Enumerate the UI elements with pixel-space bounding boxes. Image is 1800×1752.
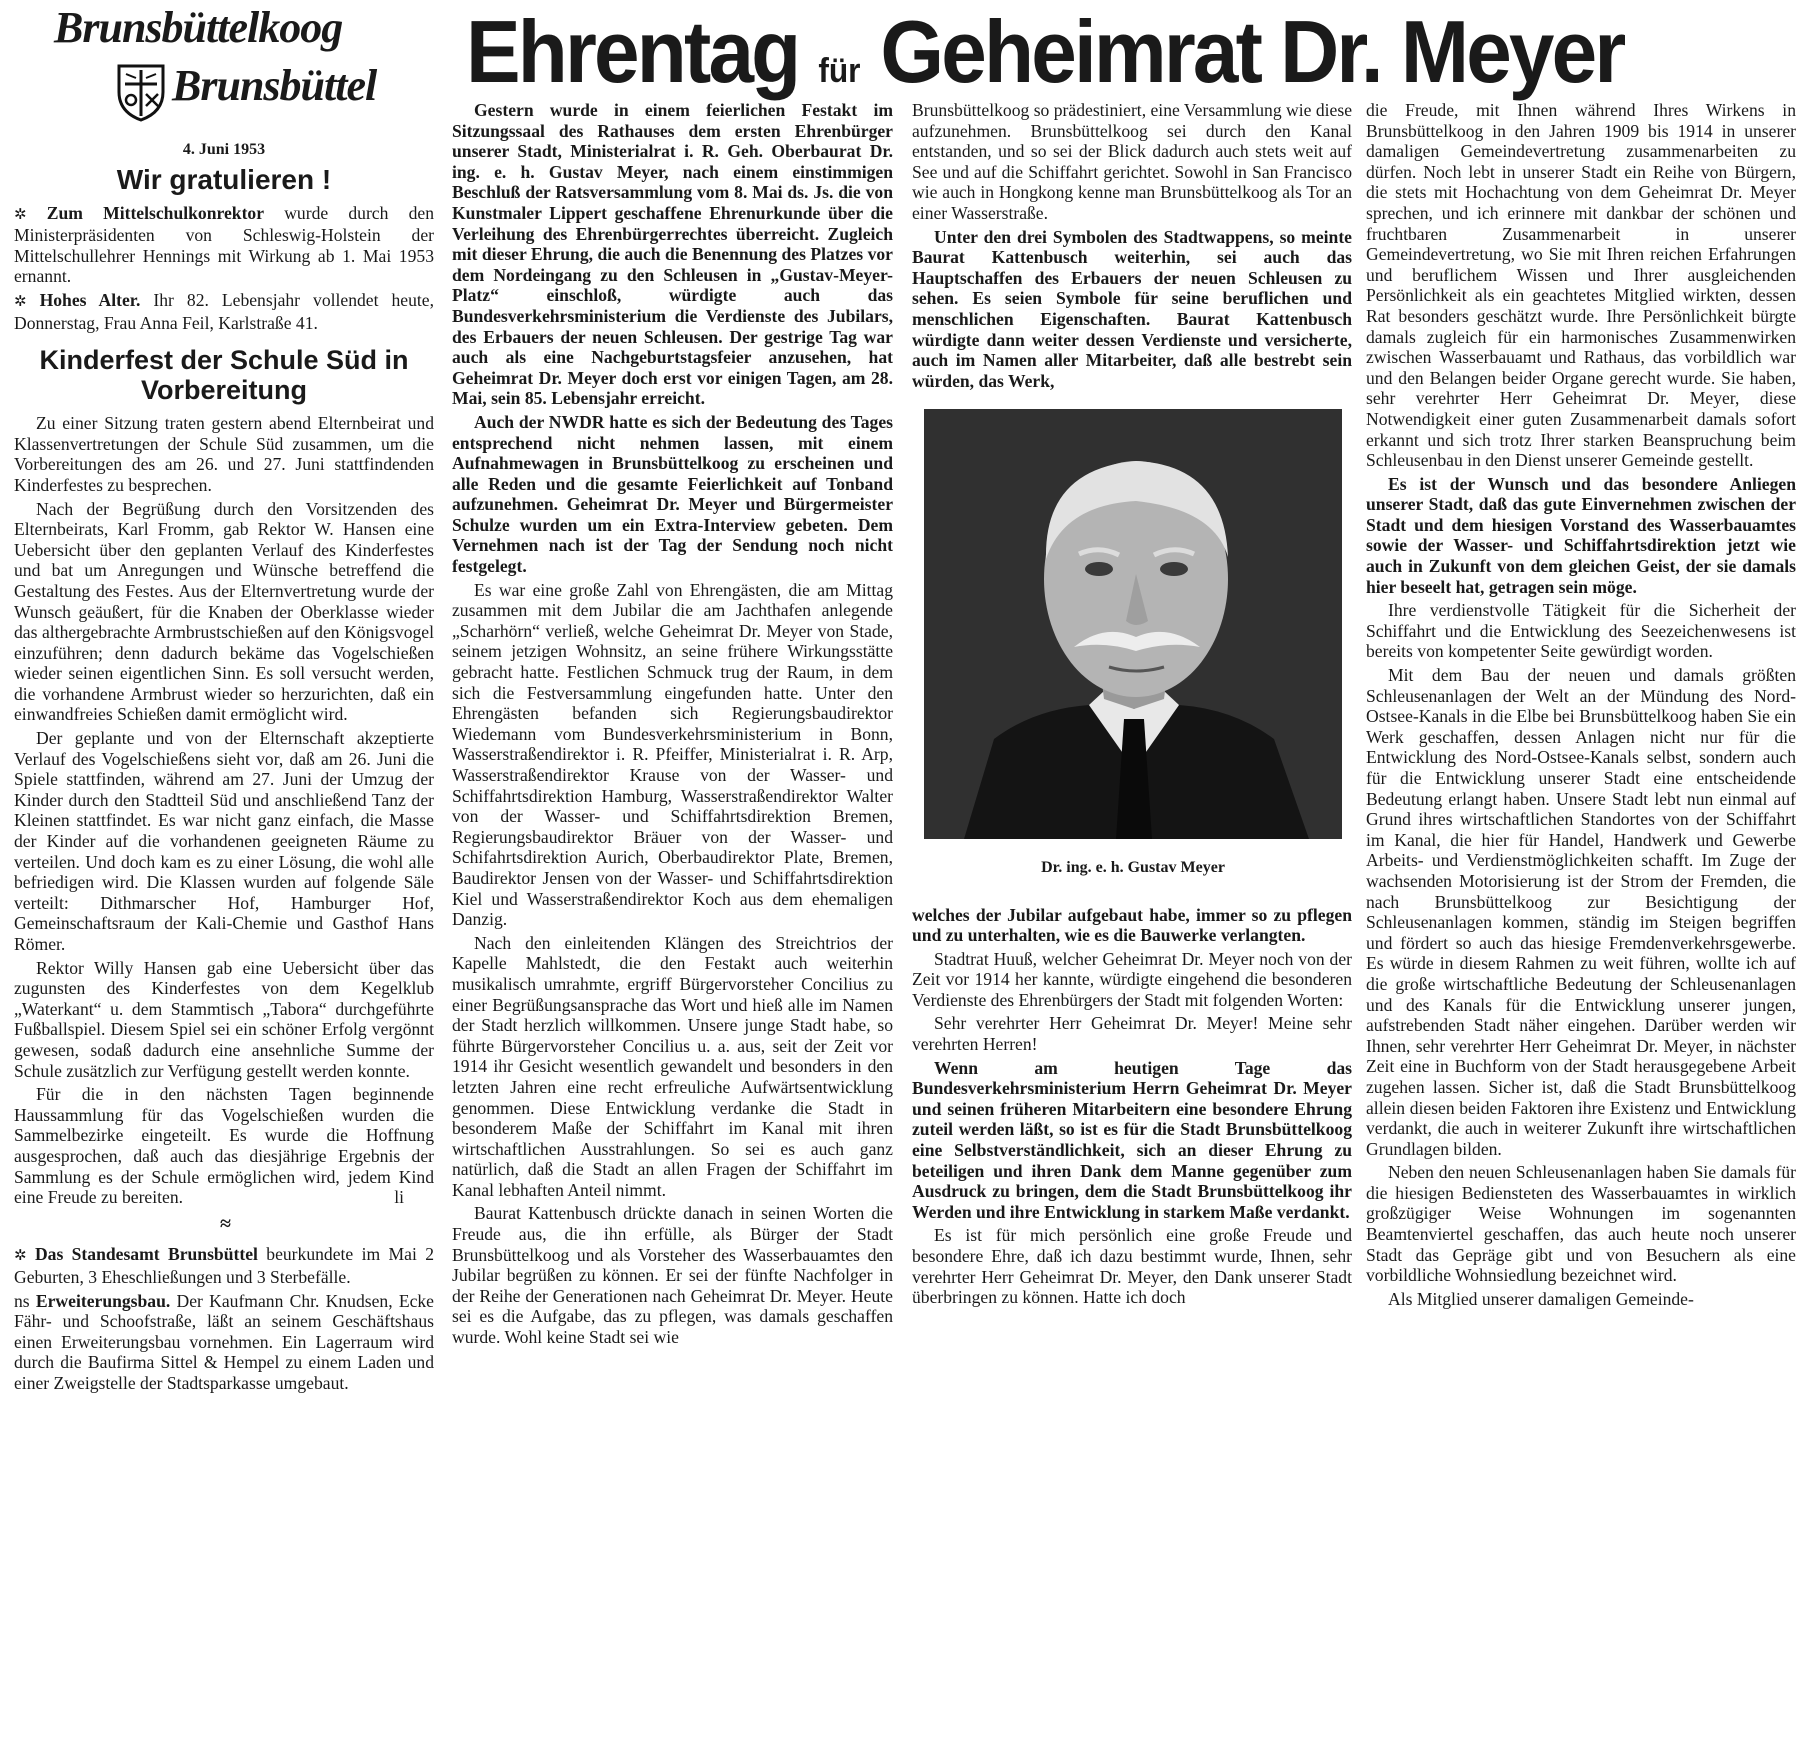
kinderfest-heading: Kinderfest der Schule Süd in Vorbereitung <box>39 345 409 406</box>
star-icon: ✲ <box>14 293 27 310</box>
masthead-line-2: Brunsbüttel <box>172 61 377 110</box>
masthead <box>54 3 398 130</box>
news-item-text: Der Kaufmann Chr. Knudsen, Ecke Fähr- und Schoofstraße, läßt an seinem Geschäftshaus einen Erweiterungsbau vornehmen. Ein Lagerraum wird durch die Baufirma Sittel & Hempel zu einem Laden und einer Zweigstelle der Stadtsparkasse umgebaut. <box>14 1290 434 1393</box>
paragraph: Zu einer Sitzung traten gestern abend Elternbeirat und Klassenvertretungen der Schule Süd zusammen, um die Vorbereitungen des am 26. und 27. Juni stattfindenden Kinderfestes zu besprechen. <box>14 413 434 495</box>
lead-paragraph: Gestern wurde in einem feierlichen Festakt im Sitzungssaal des Rathauses dem ersten Ehrenbürger unserer Stadt, Ministerialrat i. R. Geh. Oberbaurat Dr. ing. e. h. Gustav Meyer, nach einem einstimmigen Beschluß der Ratsversammlung vom 8. Mai ds. Js. die von Kunstmaler Lippert geschaffene Ehrenurkunde über die Verleihung des Ehrenbürgerrechtes überreicht. Zugleich mit dieser Ehrung, die auch die Benennung des Platzes vor dem Nordeingang zu den Schleusen in „Gustav-Meyer-Platz“ einschloß, würdigte auch das Bundesverkehrsministerium die Verdienste des Jubilars, des Erbauers der neuen Schleusen. Der gestrige Tag war auch als eine Nachgeburtstagsfeier anzusehen, hat Geheimrat Dr. Meyer doch erst vor einigen Tagen, am 28. Mai, sein 85. Lebensjahr erreicht. <box>452 100 893 409</box>
paragraph: Mit dem Bau der neuen und damals größten Schleusenanlagen der Welt an der Mündung des Nord-Ostsee-Kanals in die Elbe bei Brunsbüttelkoog haben Sie ein Werk geschaffen, dessen Anlagen nicht nur für die Entwicklung des Nord-Ostsee-Kanals selbst, sondern auch für die Entwicklung unserer Stadt eine entscheidende Bedeutung erlangt haben. Unsere Stadt lebt nun einmal auf Grund ihres wirtschaftlichen Standortes von der Schiffahrt im Kanal, die hier für Handel, Handwerk und Gewerbe Arbeits- und Verdienstmöglichkeiten schafft. Im Zuge der wachsenden Motorisierung ist der Strom der Fremden, die nach Brunsbüttelkoog zur Besichtigung der Schleusenanlagen kommen, ständig im Steigen begriffen und fördert so auch das hiesige Fremdenverkehrsgewerbe. Es würde in diesem Rahmen zu weit führen, wollte ich auf die große wirtschaftliche Bedeutung der Schleusenanlagen und des Kanals für die Entwicklung unserer jungen, aufstrebenden Stadt näher eingehen. Darüber werden wir Ihnen, sehr verehrter Herr Geheimrat Dr. Meyer, in nächster Zeit eine in Buchform von der Stadt herausgegebene Arbeit zugehen lassen. Sicher ist, daß die Stadt Brunsbüttelkoog allein diesen beiden Faktoren ihre Existenz und Entwicklung verdankt, die auch in weiterer Zukunft ihre wirtschaftlichen Grundlagen bilden. <box>1366 665 1796 1159</box>
section-separator: ≈ <box>220 1212 228 1235</box>
paragraph-text: Für die in den nächsten Tagen beginnende Haussammlung für das Vogelschießen wurden die Sammelbezirke eingeteilt. Es wurde die Hoffnung ausgesprochen, daß auch das diesjährige Ergebnis der Sammlung es der Schule ermöglichen wird, jedem Kind eine Freude zu bereiten. <box>14 1084 434 1208</box>
paragraph: die Freude, mit Ihnen während Ihres Wirkens in Brunsbüttelkoog in den Jahren 1909 bis 1914 in unserer damaligen Gemeindevertretung zusammenarbeiten zu dürfen. Noch lebt in unserer Stadt ein Reihe von Bürgern, die stets mit Hochachtung von dem Geheimrat Dr. Meyer sprechen, und ich erinnere mit dankbar der schönen und fruchtbaren Zusammenarbeit in unserer Gemeindevertretung, wo Sie mit Ihren reichen Erfahrungen und beruflichem Wissen und Ihrer ausgleichenden Persönlichkeit als ein geachtetes Mitglied wirkten, dessen Rat besonders geschätzt wurde. Ihre Persönlichkeit bürgte damals zugleich für ein harmonisches Zusammenwirken zwischen Wasserbauamt und Rathaus, das vorbildlich war und den Belangen beider Organe gerecht wurde. Sie haben, sehr verehrter Herr Geheimrat Dr. Meyer, diese Notwendigkeit einer guten Zusammenarbeit damals sofort erkannt und sich trotz Ihrer starken Beanspruchung beim Schleusenbau in den Dienst unserer Gemeinde gestellt. <box>1366 100 1796 471</box>
paragraph: Es war eine große Zahl von Ehrengästen, die am Mittag zusammen mit dem Jubilar die am Jachthafen anlegende „Scharhörn“ verließ, welche Geheimrat Dr. Meyer von Stade, seinem jetzigen Wohnsitz, an seine frühere Wirkungsstätte gebracht hatte. Festlichen Schmuck trug der Raum, in dem sich die Festversammlung eingefunden hatte. Unter den Ehrengästen befanden sich Regierungsbaudirektor Wiedemann vom Bundesverkehrsministerium in Bonn, Wasserstraßendirektor i. R. Pfeiffer, Ministerialrat i. R. Arp, Wasserstraßendirektor Krause von der Wasser- und Schiffahrtsdirektion Hamburg, Wasserstraßendirektor Walter von der Wasser- und Schiffahrtsdirektion Bremen, Regierungsbaudirektor Bräuer von der Wasser- und Schifahrtsdirektion Aurich, Oberbaudirektor Plate, Bremen, Baudirektor Jensen von der Wasser- und Schiffahrtsdirektion Kiel und Wasserstraßendirektor Koch aus dem ehemaligen Danzig. <box>452 579 893 930</box>
news-item-registry <box>14 1244 434 1287</box>
paragraph-nwdr: Auch der NWDR hatte es sich der Bedeutung des Tages entsprechend nicht nehmen lassen, mit einem Aufnahmewagen in Brunsbüttelkoog zu erscheinen und alle Reden und die gesamte Feierlichkeit auf Tonband aufzunehmen. Geheimrat Dr. Meyer und Bürgermeister Schulze wurden um ein Extra-Interview gebeten. Dem Vernehmen nach ist der Tag der Sendung noch nicht festgelegt. <box>452 411 893 577</box>
news-item-extension <box>14 1291 434 1394</box>
column-2 <box>452 100 893 1351</box>
paragraph: Unter den drei Symbolen des Stadtwappens, so meinte Baurat Kattenbusch weiterhin, sei auch das Hauptschaffen des Erbauers der neuen Schleusen zu sehen. Es seien Symbole für seine beruflichen und menschlichen Eigenschaften. Baurat Kattenbusch würdigte dann weiter dessen Verdienste und versicherte, auch im Namen aller Mitarbeiter, daß alle bestrebt sein würden, das Werk, <box>912 226 1352 391</box>
paragraph: welches der Jubilar aufgebaut habe, immer so zu pflegen und zu unterhalten, wie es die Bauwerke verlangten. <box>912 904 1352 946</box>
paragraph: Es ist der Wunsch und das besondere Anliegen unserer Stadt, daß das gute Einvernehmen zwischen der Stadt und dem hiesigen Vorstand des Wasserbauamtes sowie der Wasser- und Schiffahrtsdirektion jetzt wie auch in Zukunft von dem gleichen Geist, der sie damals hier beseelt hat, getragen sein möge. <box>1366 473 1796 597</box>
column-4 <box>1366 100 1796 1312</box>
news-item-birthday <box>14 290 434 333</box>
headline-part-3: Geheimrat Dr. Meyer <box>880 2 1624 101</box>
news-item-teacher <box>14 203 434 287</box>
headline <box>466 2 1703 102</box>
congrats-heading: Wir gratulieren ! <box>116 163 332 195</box>
paragraph: Sehr verehrter Herr Geheimrat Dr. Meyer! Meine sehr verehrten Herren! <box>912 1013 1352 1055</box>
headline-part-2: für <box>818 52 861 90</box>
news-item-label: Erweiterungsbau. <box>35 1290 171 1311</box>
portrait-figure <box>924 409 1342 878</box>
paragraph: Wenn am heutigen Tage das Bundesverkehrsministerium Herrn Geheimrat Dr. Meyer und seinen früheren Mitarbeitern eine besondere Ehrung zuteil werden läßt, so ist es für die Stadt Brunsbüttelkoog eine Selbstverständlichkeit, sich an dieser Ehrung zu beteiligen und ihren Dank dem Manne gegenüber zum Ausdruck zu bringen, dem die Stadt Brunsbüttelkoog ihr Werden und ihre Entwicklung in starkem Maße verdankt. <box>912 1057 1352 1222</box>
paragraph <box>14 1084 434 1208</box>
column-3 <box>912 100 1352 1311</box>
date-line: 4. Juni 1953 <box>182 141 266 158</box>
news-item-prefix: ns <box>14 1290 30 1311</box>
column-1 <box>14 140 434 1396</box>
paragraph: Baurat Kattenbusch drückte danach in seinen Worten die Freude aus, die ihn erfülle, als Bürger der Stadt Brunsbüttelkoog und als Vorsteher des Wasserbauamtes den Jubilar begrüßen zu können. Er sei der fünfte Nachfolger in der Reihe der Generationen nach Geheimrat Dr. Meyer. Heute sei es die Aufgabe, das zu pflegen, was damals geschaffen wurde. Wohl keine Stadt sei wie <box>452 1203 893 1348</box>
news-item-label: Hohes Alter. <box>39 289 141 310</box>
paragraph: Rektor Willy Hansen gab eine Uebersicht über das zugunsten des Kinderfestes von dem Kegelklub „Waterkant“ u. dem Stammtisch „Tabora“ durchgeführte Fußballspiel. Diesem Spiel sei ein schöner Erfolg vergönnt gewesen, sodaß dadurch eine ansehnliche Summe der Schule zusätzlich zur Verfügung gestellt werden konnte. <box>14 957 434 1081</box>
author-sign: li <box>394 1187 404 1208</box>
paragraph: Ihre verdienstvolle Tätigkeit für die Sicherheit der Schiffahrt und die Entwicklung des Seezeichenwesens ist bereits von kompetenter Seite gewürdigt worden. <box>1366 600 1796 662</box>
paragraph: Neben den neuen Schleusenanlagen haben Sie damals für die hiesigen Bediensteten des Wasserbauamtes in wirklich großzügiger Weise Wohnungen im sogenannten Beamtenviertel geschaffen, das auch heute noch unserer Stadt das Gepräge gibt und von Besuchern als eine vorbildliche Wohnsiedlung bezeichnet wird. <box>1366 1162 1796 1286</box>
news-item-text: beurkundete im Mai 2 Geburten, 3 Eheschließungen und 3 Sterbefälle. <box>14 1244 434 1287</box>
portrait-photo <box>924 409 1342 839</box>
paragraph: Brunsbüttelkoog so prädestiniert, eine Versammlung wie diese aufzunehmen. Brunsbüttelkoog sei durch den Kanal entstanden, und so sei der Blick dadurch auch stets weit auf See und auf die Schiffahrt gerichtet. Sowohl in San Francisco wie auch in Hongkong kenne man Brunsbüttelkoog als Tor an einer Wasserstraße. <box>912 100 1352 223</box>
paragraph: Nach den einleitenden Klängen des Streichtrios der Kapelle Mahlstedt, die den Festakt auch weiterhin musikalisch umrahmte, ergriff Bürgervorsteher Concilius zu einer Begrüßungsansprache das Wort und hieß alle im Namen der Stadt herzlich willkommen. Unsere junge Stadt habe, so führte Bürgervorsteher Concilius u. a. aus, seit der Zeit vor 1914 ihr Gesicht wesentlich gewandelt und besonders in den letzten Jahren eine recht erfreuliche Aufwärtsentwicklung genommen. Diese Entwicklung verdanke die Stadt in besonderem Maße der Schiffahrt im Kanal mit ihren wirtschaftlichen Ausstrahlungen. So sei es auch ganz natürlich, daß die Stadt an allen Fragen der Schiffahrt im Kanal lebhaften Anteil nimmt. <box>452 932 893 1200</box>
masthead-line-1: Brunsbüttelkoog <box>54 3 343 52</box>
star-icon: ✲ <box>14 206 27 223</box>
news-item-text: wurde durch den Ministerpräsidenten von Schleswig-Holstein der Mittelschullehrer Hennings mit Wirkung ab 1. Mai 1953 ernannt. <box>14 202 434 287</box>
news-item-label: Zum Mittelschulkonrektor <box>46 202 265 223</box>
paragraph: Stadtrat Huuß, welcher Geheimrat Dr. Meyer noch von der Zeit vor 1914 her kannte, würdigte eingehend die besonderen Verdienste des Ehrenbürgers der Stadt mit folgenden Worten: <box>912 948 1352 1010</box>
paragraph: Es ist für mich persönlich eine große Freude und besondere Ehre, daß ich dazu bestimmt wurde, Ihnen, sehr verehrter Herr Geheimrat Dr. Meyer, den Dank unserer Stadt überbringen zu können. Hatte ich doch <box>912 1225 1352 1308</box>
paragraph: Nach der Begrüßung durch den Vorsitzenden des Elternbeirats, Karl Fromm, gab Rektor W. Hansen eine Uebersicht über den geplanten Verlauf des Kinderfestes und bat um Anregungen und Wünsche betreffend die Gestaltung des Festes. Aus der Elternvertretung wurde der Wunsch geäußert, für die Knaben der Oberklasse wieder das althergebrachte Armbrustschießen auf den Königsvogel einzuführen; denn dadurch bekäme das Vogelschießen wieder seinen eigentlichen Sinn. Es soll versucht werden, die vorhandene Armbrust wieder so herzurichten, daß ein einwandfreies Schießen damit ermöglicht wird. <box>14 498 434 725</box>
portrait-caption: Dr. ing. e. h. Gustav Meyer <box>1041 858 1225 876</box>
city-crest-icon <box>116 62 166 122</box>
headline-part-1: Ehrentag <box>466 2 799 101</box>
paragraph: Als Mitglied unserer damaligen Gemeinde- <box>1388 1288 1694 1309</box>
news-item-label: Das Standesamt Brunsbüttel <box>34 1244 258 1265</box>
paragraph: Der geplante und von der Elternschaft akzeptierte Verlauf des Vogelschießens sieht vor, daß am 26. Juni die Spiele stattfinden, während am 27. Juni der Umzug der Kinder durch den Stadtteil Süd und anschließend Tanz der Kleinen stattfindet. Es war nicht ganz einfach, die Masse der Kinder auf die vorhandenen geeigneten Räume zu verteilen. Und doch kam es zu einer Lösung, die wohl alle befriedigen wird. Die Klassen wurden auf folgende Säle verteilt: Dithmarscher Hof, Hamburger Hof, Gemeinschaftsraum der Kali-Chemie und Gasthof Hans Römer. <box>14 728 434 954</box>
star-icon: ✲ <box>14 1248 27 1265</box>
news-item-text: Ihr 82. Lebensjahr vollendet heute, Donnerstag, Frau Anna Feil, Karlstraße 41. <box>14 289 435 333</box>
